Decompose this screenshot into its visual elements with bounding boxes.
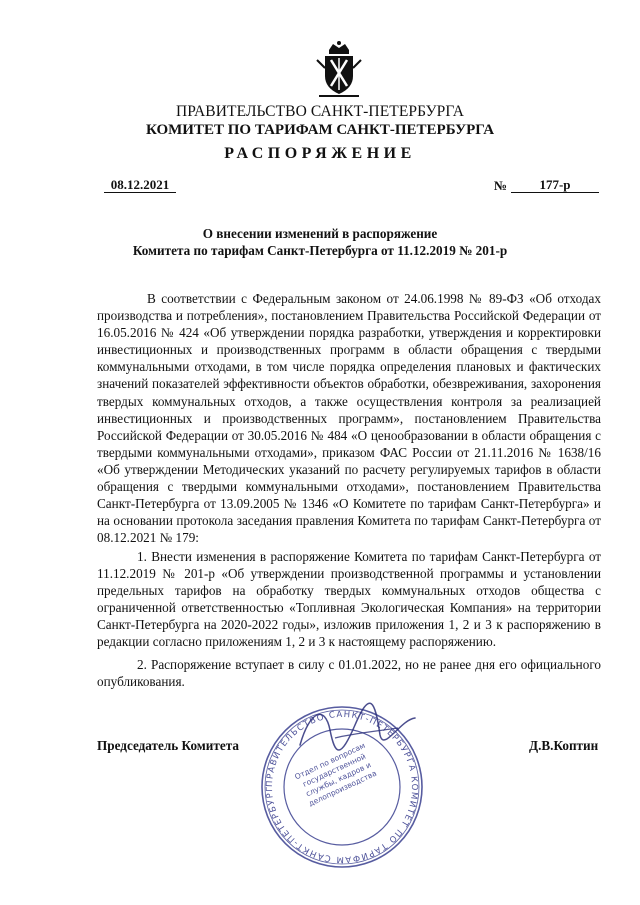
resolution-items xyxy=(97,548,601,690)
spb-coat-of-arms-icon xyxy=(313,40,365,100)
signer-name: Д.В.Коптин xyxy=(529,738,599,753)
committee-title: КОМИТЕТ ПО ТАРИФАМ САНКТ-ПЕТЕРБУРГА xyxy=(145,122,495,138)
subject-line-2: Комитета по тарифам Санкт-Петербурга от 11.12.2019 № 201-р xyxy=(132,243,508,258)
government-title: ПРАВИТЕЛЬСТВО САНКТ-ПЕТЕРБУРГА xyxy=(175,103,465,120)
resolution-item-1: 1. Внести изменения в распоряжение Комитета по тарифам Санкт-Петербурга от 11.12.2019 № 201-р «Об утверждении производственной программы и установлении предельных тарифов на обработку твердых коммунальных отходов общества с ограниченной ответственностью «Топливная Экологическая Компания» на территории Санкт-Петербурга на 2020-2022 годы», изложив приложения 1, 2 и 3 к распоряжению в редакции согласно приложениям 1, 2 и 3 к настоящему распоряжению. xyxy=(97,549,601,650)
number-sign: № xyxy=(494,178,508,193)
resolution-item-2: 2. Распоряжение вступает в силу с 01.01.2022, но не ранее дня его официального опубликования. xyxy=(97,656,601,689)
document-subject xyxy=(0,225,640,259)
document-number: 177-р xyxy=(511,177,599,193)
document-date: 08.12.2021 xyxy=(104,177,176,193)
preamble-paragraph: В соответствии с Федеральным законом от 24.06.1998 № 89-ФЗ «Об отходах производства и потребления», постановлением Правительства Российской Федерации от 16.05.2016 № 424 «Об утверждении порядка разработки, утверждения и корректировки инвестиционных и производственных программ в области обращения с твердыми коммунальными отходами, в том числе порядка определения плановых и фактических значений показателей эффективности объектов обработки, обезвреживания, захоронения твердых коммунальных отходов, а также осуществления контроля за реализацией инвестиционных и производственных программ», постановлением Правительства Российской Федерации от 30.05.2016 № 484 «О ценообразовании в области обращения с твердыми коммунальными отходами», приказом ФАС России от 21.11.2016 № 1638/16 «Об утверждении Методических указаний по расчету регулируемых тарифов в области обращения с твердыми коммунальными отходами», постановлением Правительства Санкт-Петербурга от 13.09.2005 № 1346 «О Комитете по тарифам Санкт-Петербурга» и на основании протокола заседания правления Комитета по тарифам Санкт-Петербурга от 08.12.2021 № 179: xyxy=(97,291,601,546)
subject-line-1: О внесении изменений в распоряжение xyxy=(202,226,438,241)
signer-title: Председатель Комитета xyxy=(97,738,239,753)
stamp-outer-text: ПРАВИТЕЛЬСТВО САНКТ-ПЕТЕРБУРГА КОМИТЕТ ПО ТАРИФАМ САНКТ-ПЕТЕРБУРГ xyxy=(264,709,420,865)
handwritten-signature xyxy=(280,690,430,770)
preamble xyxy=(97,290,601,546)
stamp-inner-text: Отдел по вопросам государственной службы, кадров и делопроизводства xyxy=(293,740,379,809)
document-type: РАСПОРЯЖЕНИЕ xyxy=(224,145,416,162)
